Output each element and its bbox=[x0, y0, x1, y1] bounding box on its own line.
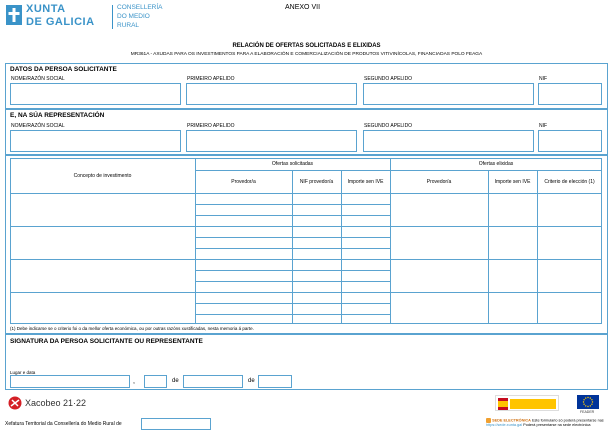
xacobeo-icon bbox=[8, 396, 22, 415]
table-row bbox=[10, 292, 602, 293]
requested-amount-header: Importe sen IVE bbox=[347, 178, 384, 185]
place-date-label: Lugar e data bbox=[10, 370, 36, 375]
representative-surname2-label: SEGUNDO APELIDO bbox=[364, 123, 413, 129]
applicant-surname2-field[interactable] bbox=[363, 83, 534, 105]
day-field[interactable] bbox=[144, 375, 167, 388]
applicant-nif-label: NIF bbox=[539, 76, 548, 82]
eu-flag-label: FEADER bbox=[580, 410, 595, 414]
annex-label: ANEXO VII bbox=[285, 4, 321, 11]
chosen-criteria-header: Criterio de elección (1) bbox=[544, 178, 595, 185]
logo-dept1: CONSELLERÍA bbox=[117, 4, 163, 11]
form-title: RELACIÓN DE OFERTAS SOLICITADAS E ELIXIDAS bbox=[232, 43, 381, 49]
xunta-cross-icon bbox=[6, 5, 22, 25]
logo-divider bbox=[112, 5, 113, 29]
representative-nif-label: NIF bbox=[539, 123, 548, 129]
month-field[interactable] bbox=[183, 375, 243, 388]
table-row bbox=[10, 259, 602, 260]
logo-dept3: RURAL bbox=[117, 22, 140, 29]
applicant-header: DATOS DA PERSOA SOLICITANTE bbox=[10, 66, 117, 73]
representative-surname1-label: PRIMEIRO APELIDO bbox=[187, 123, 235, 129]
representative-name-label: NOME/RAZÓN SOCIAL bbox=[11, 123, 65, 129]
spain-government-logo bbox=[495, 395, 559, 411]
xacobeo-text: Xacobeo 21·22 bbox=[25, 398, 87, 408]
territorial-label: Xefatura Territorial da Consellería do Medio Rural de bbox=[5, 421, 122, 427]
de-label-1: de bbox=[172, 378, 179, 384]
applicant-nif-field[interactable] bbox=[538, 83, 602, 105]
chosen-amount-header: Importe sen IVE bbox=[494, 178, 531, 185]
table-row bbox=[10, 226, 602, 227]
applicant-name-field[interactable] bbox=[10, 83, 181, 105]
logo-dept2: DO MEDIO bbox=[117, 13, 150, 20]
concept-header: Concepto de investimento bbox=[73, 172, 132, 179]
representative-name-field[interactable] bbox=[10, 130, 181, 152]
year-field[interactable] bbox=[258, 375, 292, 388]
representative-surname1-field[interactable] bbox=[186, 130, 357, 152]
requested-offers-header: Ofertas solicitadas bbox=[271, 161, 314, 167]
logo-line1: XUNTA bbox=[26, 3, 66, 15]
requested-nif-header: NIF provedor/a bbox=[299, 178, 334, 185]
spain-shield-icon bbox=[498, 398, 508, 410]
sede-text1: Este formulario só poderá presentarse nas bbox=[531, 418, 604, 423]
table-footnote: (1) Debe indicarse se o criterio foi o da mellor oferta económica, ou por outras razóns xustificadas, nesta memoria á parte. bbox=[10, 326, 254, 331]
chosen-offers-header: Ofertas elixidas bbox=[478, 161, 514, 167]
logo-line2: DE GALICIA bbox=[26, 16, 95, 28]
form-subtitle: MR361A - AXUDAS PARA OS INVESTIMENTOS PARA A ELABORACIÓN E COMERCIALIZACIÓN DE PRODUTOS VITIVINÍCOLAS, FINANCIADAS POLO FEAGA bbox=[130, 52, 483, 57]
xacobeo-logo bbox=[8, 396, 88, 410]
territorial-field[interactable] bbox=[141, 418, 211, 430]
xunta-logo bbox=[6, 3, 166, 31]
requested-provider-header: Provedor/a bbox=[231, 178, 256, 185]
de-label-2: de bbox=[248, 378, 255, 384]
comma-separator: , bbox=[133, 378, 135, 385]
applicant-surname2-label: SEGUNDO APELIDO bbox=[364, 76, 413, 82]
eu-flag-icon bbox=[577, 395, 599, 409]
representative-nif-field[interactable] bbox=[538, 130, 602, 152]
sede-block bbox=[486, 418, 610, 432]
applicant-surname1-field[interactable] bbox=[186, 83, 357, 105]
chosen-provider-header: Provedor/a bbox=[426, 178, 452, 185]
sede-url[interactable]: https://sede.xunta.gal bbox=[486, 423, 523, 427]
representative-header: E, NA SÚA REPRESENTACIÓN bbox=[10, 112, 105, 119]
representative-surname2-field[interactable] bbox=[363, 130, 534, 152]
applicant-name-label: NOME/RAZÓN SOCIAL bbox=[11, 76, 65, 82]
applicant-surname1-label: PRIMEIRO APELIDO bbox=[187, 76, 235, 82]
place-field[interactable] bbox=[10, 375, 130, 388]
sede-text3: Poderá presentarse na sede electrónica bbox=[523, 423, 591, 427]
signature-header: SIGNATURA DA PERSOA SOLICITANTE OU REPRESENTANTE bbox=[10, 338, 203, 345]
sede-label: SEDE ELECTRÓNICA bbox=[492, 418, 531, 423]
